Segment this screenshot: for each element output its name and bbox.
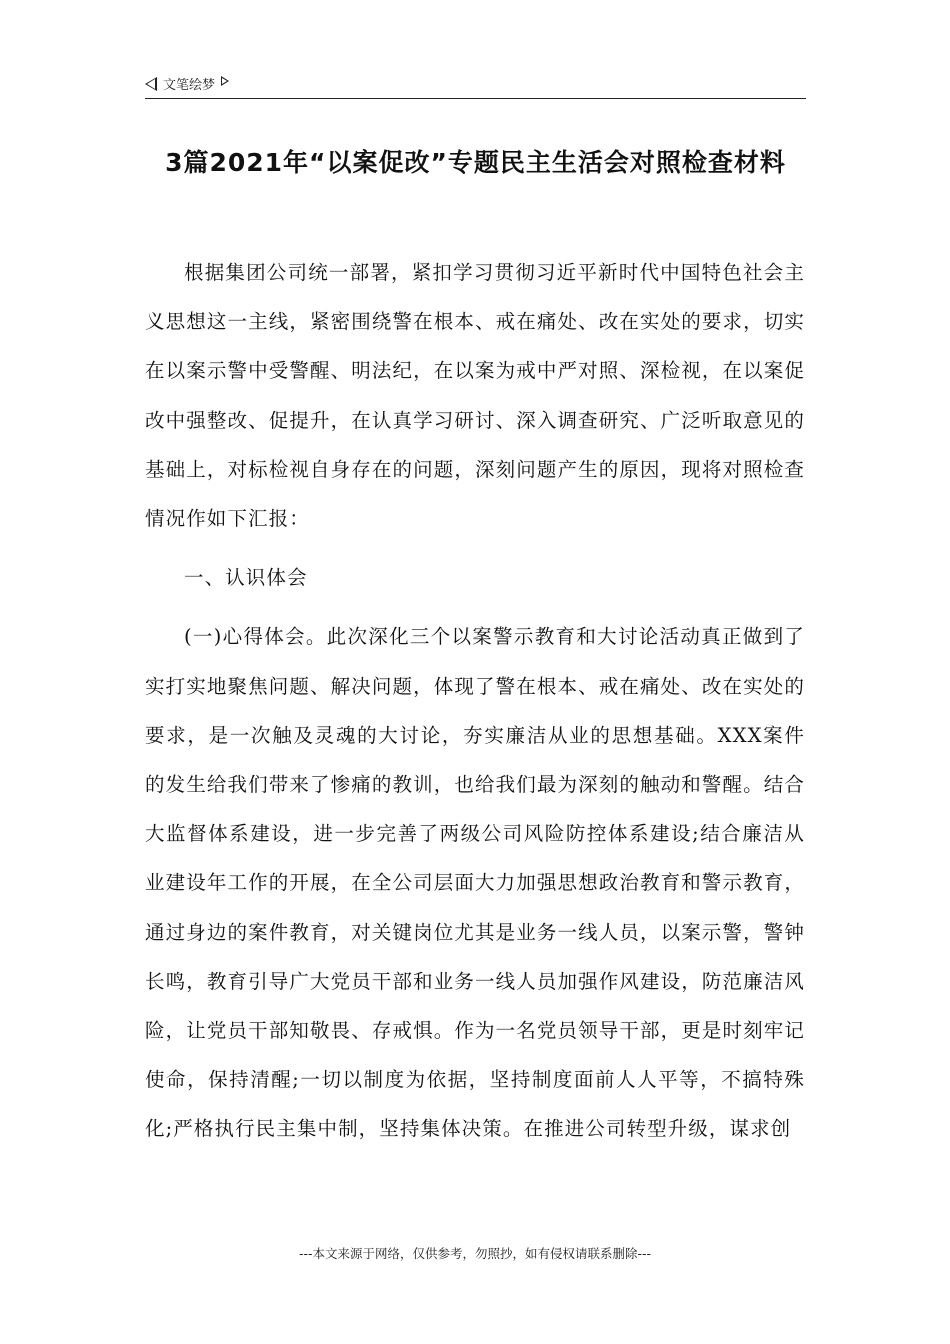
triangle-left-icon bbox=[145, 77, 157, 91]
header-brand: 文笔绘梦 bbox=[163, 78, 216, 93]
document-body bbox=[145, 248, 805, 1154]
body-paragraph: (一)心得体会。此次深化三个以案警示教育和大讨论活动真正做到了实打实地聚焦问题、解决问题，体现了警在根本、戒在痛处、改在实处的要求，是一次触及灵魂的大讨论，夯实廉洁从业的思想基础。XXX案件的发生给我们带来了惨痛的教训，也给我们最为深刻的触动和警醒。结合大监督体系建设，进一步完善了两级公司风险防控体系建设;结合廉洁从业建设年工作的开展，在全公司层面大力加强思想政治教育和警示教育，通过身边的案件教育，对关键岗位尤其是业务一线人员，以案示警，警钟长鸣，教育引导广大党员干部和业务一线人员加强作风建设，防范廉洁风险，让党员干部知敬畏、存戒惧。作为一名党员领导干部，更是时刻牢记使命，保持清醒;一切以制度为依据，坚持制度面前人人平等，不搞特殊化;严格执行民主集中制，坚持集体决策。在推进公司转型升级，谋求创 bbox=[145, 625, 805, 1141]
page-footer: ---本文来源于网络，仅供参考，勿照抄，如有侵权请联系删除--- bbox=[298, 1246, 652, 1261]
triangle-right-icon bbox=[221, 76, 229, 86]
page-header bbox=[145, 72, 806, 99]
document-title: 3篇2021年“以案促改”专题民主生活会对照检查材料 bbox=[165, 148, 786, 177]
section-heading: 一、认识体会 bbox=[184, 566, 308, 590]
intro-paragraph: 根据集团公司统一部署，紧扣学习贯彻习近平新时代中国特色社会主义思想这一主线，紧密围绕警在根本、戒在痛处、改在实处的要求，切实在以案示警中受警醒、明法纪，在以案为戒中严对照、深检视，在以案促改中强整改、促提升，在认真学习研讨、深入调查研究、广泛听取意见的基础上，对标检视自身存在的问题，深刻问题产生的原因，现将对照检查情况作如下汇报： bbox=[145, 261, 805, 531]
